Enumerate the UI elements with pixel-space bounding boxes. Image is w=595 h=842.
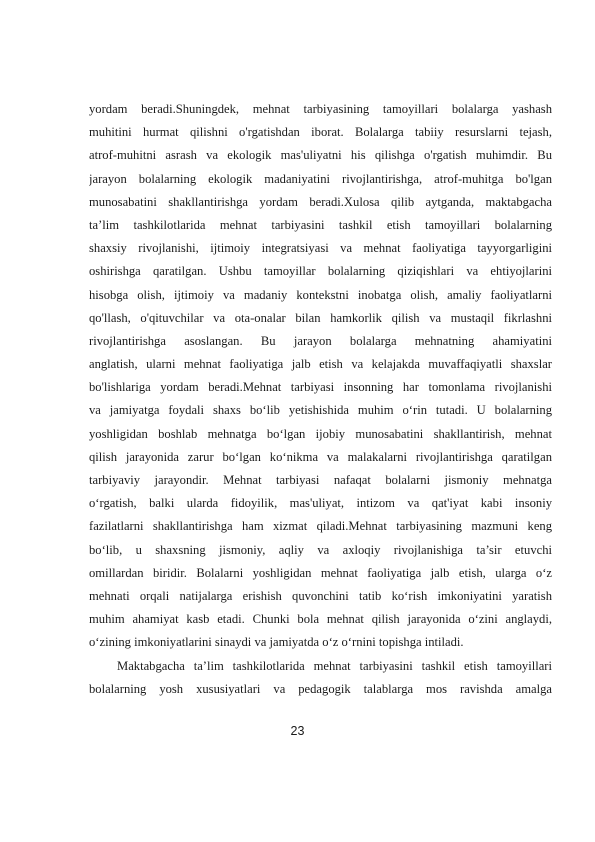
text-line: oshirishga qaratilgan. Ushbu tamoyillar bolalarning qiziqishlari va ehtiyojlarini (89, 264, 552, 279)
paragraph-1 (89, 98, 552, 655)
text-line: fazilatlarni shakllantirishga ham xizmat qiladi.Mehnat tarbiyasining mazmuni keng (89, 519, 552, 534)
text-line: hisobga olish, ijtimoiy va madaniy kontekstni inobatga olish, amaliy faoliyatlarni (89, 287, 552, 302)
text-line: yoshligidan boshlab mehnatga bo‘lgan ijobiy munosabatini shakllantirish, mehnat (89, 426, 552, 441)
text-line: va jamiyatga foydali shaxs bo‘lib yetishishida muhim o‘rin tutadi. U bolalarning (89, 403, 552, 418)
text-line: atrof-muhitni asrash va ekologik mas'uliyatni his qilishga o'rgatish muhimdir. Bu (89, 148, 552, 163)
text-line: shaxsiy rivojlanishi, ijtimoiy integratsiyasi va mehnat faoliyatiga tayyorgarligini (89, 241, 552, 256)
text-line: qo'llash, o'qituvchilar va ota-onalar bilan hamkorlik qilish va mustaqil fikrlashni (89, 310, 552, 325)
text-line: qilish jarayonida zarur bo‘lgan ko‘nikma va malakalarni rivojlantirishga qaratilgan (89, 449, 552, 464)
text-line: o‘zining imkoniyatlarini sinaydi va jamiyatda o‘z o‘rnini topishga intiladi. (89, 635, 464, 650)
text-line: muhim ahamiyat kasb etadi. Chunki bola mehnat qilish jarayonida o‘zini anglaydi, (89, 612, 552, 627)
text-line: omillardan biridir. Bolalarni yoshligidan mehnat faoliyatiga jalb etish, ularga o‘z (89, 565, 552, 580)
text-line: bolalarning yosh xususiyatlari va pedagogik talablarga mos ravishda amalga (89, 681, 552, 696)
text-line: ta’lim tashkilotlarida mehnat tarbiyasini tashkil etish tamoyillari bolalarning (89, 217, 552, 232)
body-text (89, 98, 552, 701)
text-line: jarayon bolalarning ekologik madaniyatini rivojlantirishga, atrof-muhitga bo'lgan (89, 171, 552, 186)
paragraph-2 (89, 655, 552, 701)
text-line: muhitini hurmat qilishni o'rgatishdan iborat. Bolalarga tabiiy resurslarni tejash, (89, 125, 552, 140)
text-line: munosabatini shakllantirishga yordam beradi.Xulosa qilib aytganda, maktabgacha (89, 194, 552, 209)
page-number: 23 (290, 724, 305, 738)
text-line: Maktabgacha ta’lim tashkilotlarida mehnat tarbiyasini tashkil etish tamoyillari (117, 658, 552, 673)
text-line: yordam beradi.Shuningdek, mehnat tarbiyasining tamoyillari bolalarga yashash (89, 102, 552, 116)
text-line: rivojlantirishga asoslangan. Bu jarayon bolalarga mehnatning ahamiyatini (89, 333, 552, 348)
text-line: mehnati orqali natijalarga erishish quvonchini tatib ko‘rish imkoniyatini yaratish (89, 588, 552, 603)
text-line: tarbiyaviy jarayondir. Mehnat tarbiyasi nafaqat bolalarni jismoniy mehnatga (89, 473, 552, 487)
text-line: bo‘lib, u shaxsning jismoniy, aqliy va axloqiy rivojlanishiga ta’sir etuvchi (89, 542, 552, 557)
text-line: o‘rgatish, balki ularda fidoyilik, mas'uliyat, intizom va qat'iyat kabi insoniy (89, 496, 552, 511)
text-line: bo'lishlariga yordam beradi.Mehnat tarbiyasi insonning har tomonlama rivojlanishi (89, 380, 552, 395)
text-line: anglatish, ularni mehnat faoliyatiga jalb etish va kelajakda muvaffaqiyatli shaxslar (89, 357, 552, 372)
